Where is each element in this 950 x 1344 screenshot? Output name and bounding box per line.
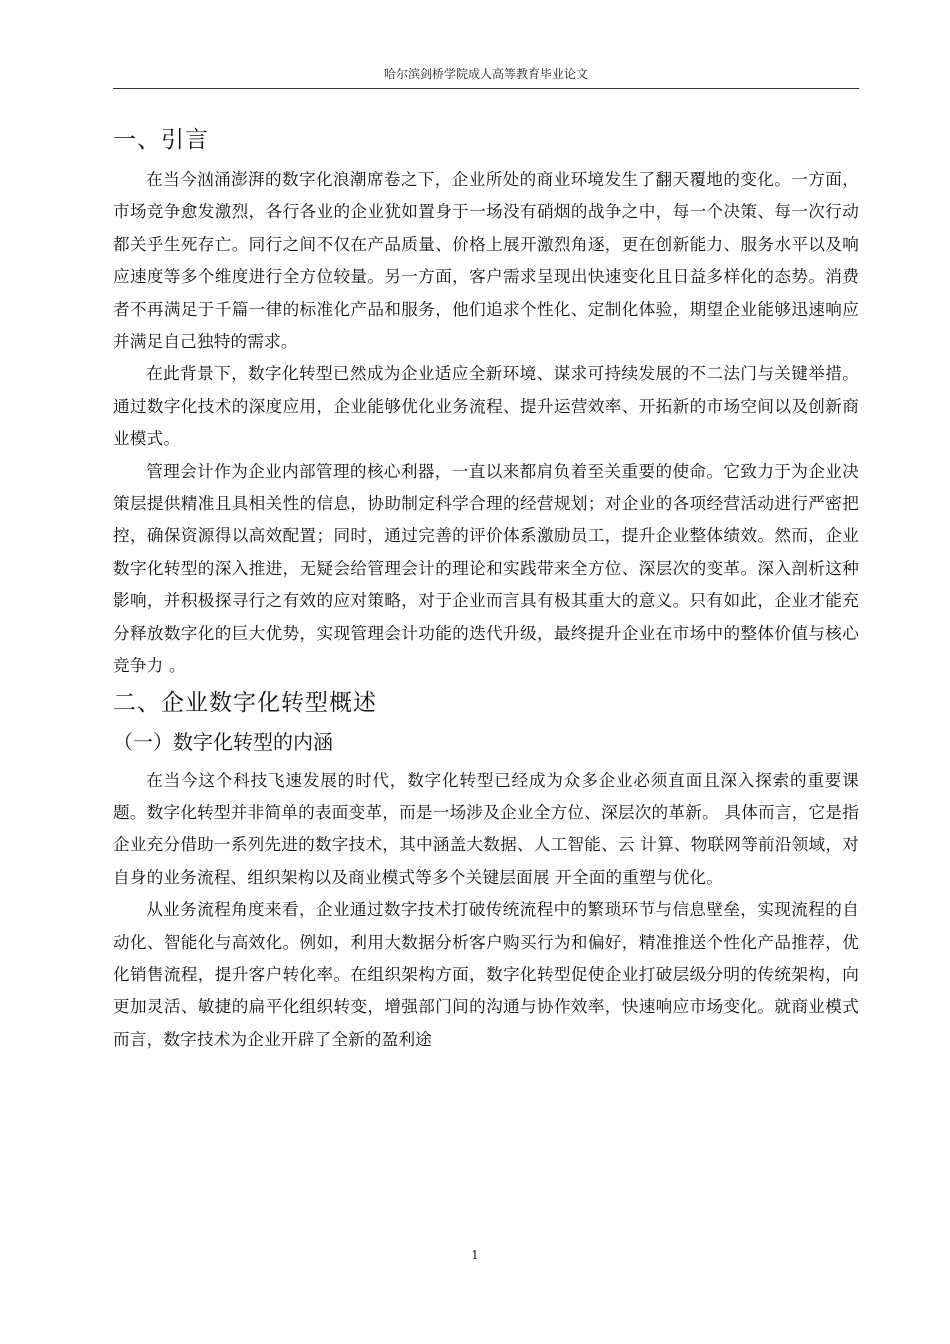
paragraph: 从业务流程角度来看，企业通过数字技术打破传统流程中的繁琐环节与信息壁垒，实现流程的自动化、智能化与高效化。例如，利用大数据分析客户购买行为和偏好，精准推送个性化产品推荐，优化销售流程，提升客户转化率。在组织架构方面，数字化转型促使企业打破层级分明的传统架构，向更加灵活、敏捷的扁平化组织转变，增强部门间的沟通与协作效率，快速响应市场变化。就商业模式而言，数字技术为企业开辟了全新的盈利途	[113, 900, 859, 1049]
paragraph: 在当今汹涌澎湃的数字化浪潮席卷之下，企业所处的商业环境发生了翻天覆地的变化。一方面，市场竞争愈发激烈，各行各业的企业犹如置身于一场没有硝烟的战争之中，每一个决策、每一次行动都关乎生死存亡。同行之间不仅在产品质量、价格上展开激烈角逐，更在创新能力、服务水平以及响应速度等多个维度进行全方位较量。另一方面，客户需求呈现出快速变化且日益多样化的态势。消费者不再满足于千篇一律的标准化产品和服务，他们追求个性化、定制化体验，期望企业能够迅速响应并满足自己独特的需求。	[113, 170, 859, 352]
section-heading-digital-transformation: 二、企业数字化转型概述	[113, 689, 377, 716]
running-header: 哈尔滨剑桥学院成人高等教育毕业论文	[383, 67, 588, 81]
document-body	[113, 118, 859, 1056]
page-number: 1	[471, 1248, 479, 1262]
paragraph: 在当今这个科技飞速发展的时代，数字化转型已经成为众多企业必须直面且深入探索的重要课题。数字化转型并非简单的表面变革，而是一场涉及企业全方位、深层次的革新。 具体而言，它是指企业充分借助一系列先进的数字技术，其中涵盖大数据、人工智能、云 计算、物联网等前沿领域，对自身的业务流程、组织架构以及商业模式等多个关键层面展 开全面的重塑与优化。	[113, 770, 859, 887]
header-divider	[113, 88, 859, 89]
paragraph: 在此背景下，数字化转型已然成为企业适应全新环境、谋求可持续发展的不二法门与关键举措。通过数字化技术的深度应用，企业能够优化业务流程、提升运营效率、开拓新的市场空间以及创新商业模式。	[113, 364, 859, 449]
section-heading-introduction: 一、引言	[113, 127, 209, 153]
paragraph: 管理会计作为企业内部管理的核心利器，一直以来都肩负着至关重要的使命。它致力于为企业决策层提供精准且具相关性的信息，协助制定科学合理的经营规划；对企业的各项经营活动进行严密把控，确保资源得以高效配置；同时，通过完善的评价体系激励员工，提升企业整体绩效。然而，企业数字化转型的深入推进，无疑会给管理会计的理论和实践带来全方位、深层次的变革。深入剖析这种影响，并积极探寻行之有效的应对策略，对于企业而言具有极其重大的意义。只有如此，企业才能充分释放数字化的巨大优势，实现管理会计功能的迭代升级，最终提升企业在市场中的整体价值与核心竞争力 。	[113, 461, 859, 676]
subsection-heading-connotation: （一）数字化转型的内涵	[113, 729, 333, 754]
